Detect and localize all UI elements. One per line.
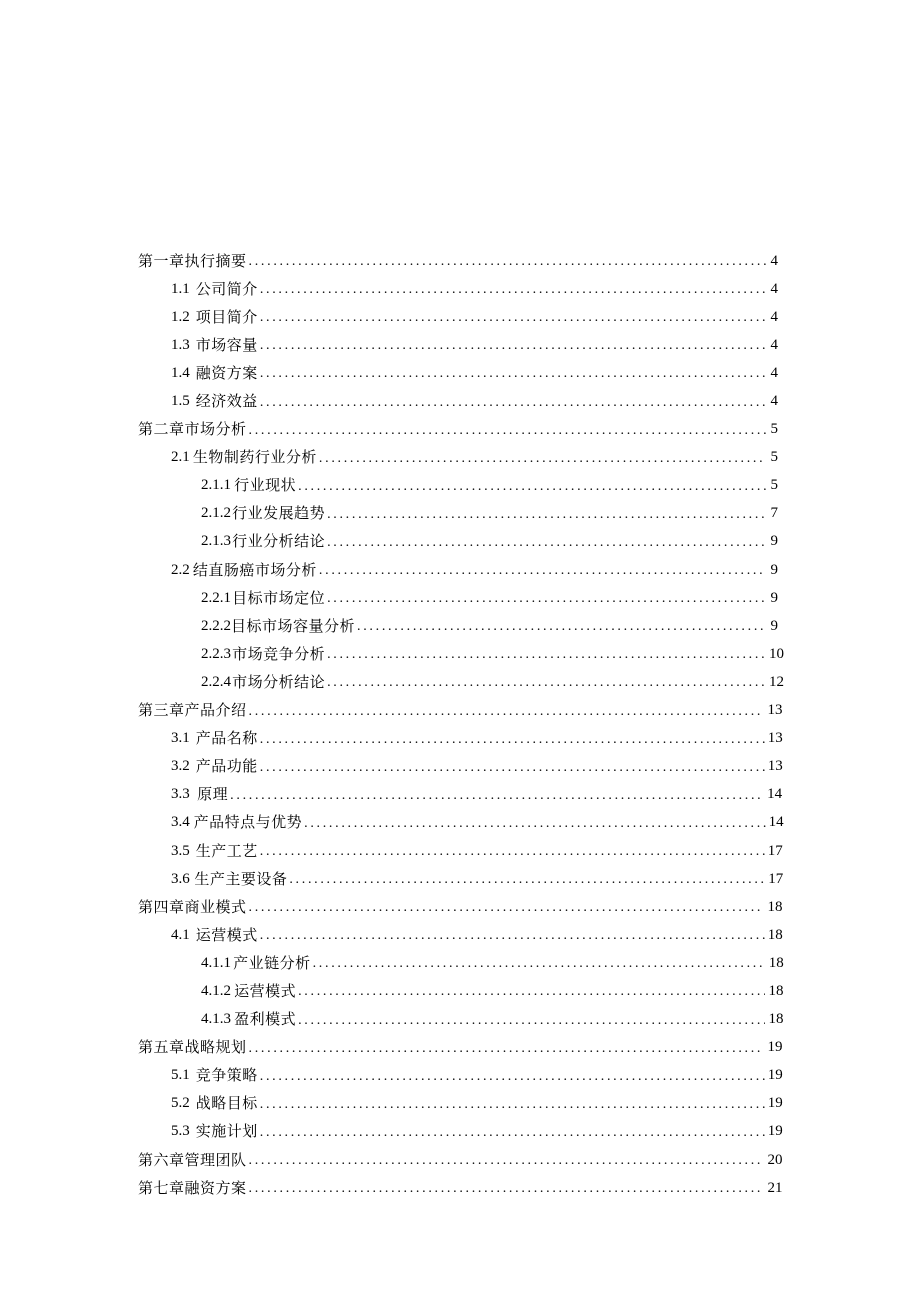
toc-dot-leader [260, 761, 765, 775]
toc-entry-number: 2.2.1 [201, 589, 231, 606]
toc-section-entry[interactable] [138, 1006, 784, 1034]
toc-section-entry[interactable] [138, 359, 778, 387]
toc-entry-number: 1.5 [171, 393, 190, 410]
toc-entry-number: 5.1 [171, 1067, 190, 1084]
toc-entry-number: 3.2 [171, 758, 190, 775]
toc-chapter-entry[interactable] [138, 893, 783, 921]
toc-page-number: 4 [770, 336, 778, 353]
toc-dot-leader [260, 845, 765, 859]
toc-entry-title: 行业现状 [234, 476, 297, 495]
toc-entry-number: 4.1.2 [201, 982, 231, 999]
toc-page-number: 20 [767, 1151, 783, 1168]
toc-page-number: 13 [767, 702, 783, 719]
toc-section-entry[interactable] [138, 500, 778, 528]
toc-entry-title: 运营模式 [234, 981, 297, 1000]
toc-page-number: 19 [767, 1123, 783, 1140]
toc-page-number: 4 [770, 280, 778, 297]
toc-entry-title: 融资方案 [195, 363, 258, 382]
toc-dot-leader [327, 676, 766, 690]
toc-dot-leader [298, 1014, 765, 1028]
toc-entry-title: 经济效益 [195, 392, 258, 411]
toc-page-number: 9 [770, 589, 778, 606]
toc-section-entry[interactable] [138, 387, 778, 415]
toc-entry-title: 目标市场容量分析 [231, 616, 356, 635]
toc-entry-title: 生产主要设备 [194, 869, 288, 888]
toc-section-entry[interactable] [138, 725, 783, 753]
toc-entry-number: 3.6 [171, 870, 190, 887]
toc-entry-number: 3.3 [171, 786, 190, 803]
toc-chapter-entry[interactable] [138, 697, 783, 725]
toc-dot-leader [260, 733, 765, 747]
toc-entry-number: 1.4 [171, 364, 190, 381]
toc-entry-number: 4.1.3 [201, 1011, 231, 1028]
toc-dot-leader [319, 452, 766, 466]
toc-entry-title: 市场竞争分析 [232, 644, 326, 663]
toc-page-number: 5 [770, 477, 778, 494]
toc-chapter-entry[interactable] [138, 1034, 783, 1062]
toc-page-number: 4 [770, 393, 778, 410]
toc-dot-leader [249, 1182, 765, 1196]
toc-entry-title: 目标市场定位 [232, 588, 326, 607]
toc-entry-number: 2.2.2 [201, 617, 231, 634]
toc-page-number: 4 [770, 308, 778, 325]
toc-page-number: 9 [770, 561, 778, 578]
toc-entry-number: 5.2 [171, 1095, 190, 1112]
toc-section-entry[interactable] [138, 528, 778, 556]
toc-dot-leader [260, 396, 766, 410]
toc-section-entry[interactable] [138, 612, 778, 640]
toc-dot-leader [327, 508, 766, 522]
toc-entry-title: 产业链分析 [233, 953, 311, 972]
toc-section-entry[interactable] [138, 837, 783, 865]
toc-entry-number: 2.1.3 [201, 533, 231, 550]
toc-entry-title: 第三章产品介绍 [138, 701, 247, 720]
toc-dot-leader [260, 1126, 765, 1140]
toc-dot-leader [260, 929, 765, 943]
toc-entry-title: 运营模式 [195, 925, 258, 944]
toc-dot-leader [298, 985, 765, 999]
toc-dot-leader [319, 564, 766, 578]
toc-section-entry[interactable] [138, 640, 784, 668]
toc-entry-title: 第五章战略规划 [138, 1038, 247, 1057]
toc-entry-title: 第六章管理团队 [138, 1150, 247, 1169]
toc-page-number: 19 [767, 1039, 783, 1056]
toc-page-number: 10 [769, 645, 784, 662]
toc-section-entry[interactable] [138, 472, 778, 500]
toc-page-number: 9 [770, 533, 778, 550]
toc-page-number: 4 [770, 364, 778, 381]
toc-page-number: 5 [770, 449, 778, 466]
toc-chapter-entry[interactable] [138, 1146, 783, 1174]
toc-section-entry[interactable] [138, 809, 784, 837]
toc-dot-leader [249, 705, 765, 719]
toc-dot-leader [260, 339, 766, 353]
toc-page-number: 18 [768, 1011, 784, 1028]
toc-section-entry[interactable] [138, 556, 778, 584]
toc-section-entry[interactable] [138, 1118, 783, 1146]
toc-entry-number: 2.1.1 [201, 477, 231, 494]
toc-dot-leader [260, 367, 766, 381]
toc-page-number: 18 [767, 926, 783, 943]
toc-section-entry[interactable] [138, 303, 778, 331]
toc-entry-title: 产品功能 [195, 757, 258, 776]
toc-entry-number: 2.2.4 [201, 673, 231, 690]
toc-entry-title: 市场容量 [195, 335, 258, 354]
toc-entry-title: 产品特点与优势 [193, 813, 303, 832]
toc-entry-title: 原理 [197, 785, 229, 804]
toc-dot-leader [327, 536, 766, 550]
toc-entry-number: 2.2.3 [201, 645, 231, 662]
toc-dot-leader [260, 283, 766, 297]
toc-dot-leader [260, 311, 766, 325]
toc-dot-leader [249, 1042, 765, 1056]
toc-page-number: 18 [768, 954, 784, 971]
toc-entry-title: 竞争策略 [195, 1066, 258, 1085]
toc-section-entry[interactable] [138, 949, 784, 977]
toc-page-number: 13 [767, 758, 783, 775]
toc-section-entry[interactable] [138, 275, 778, 303]
toc-dot-leader [249, 1154, 765, 1168]
toc-entry-number: 2.2 [171, 561, 190, 578]
toc-page-number: 7 [770, 505, 778, 522]
toc-section-entry[interactable] [138, 865, 784, 893]
toc-dot-leader [298, 480, 766, 494]
toc-entry-title: 公司简介 [195, 279, 258, 298]
toc-dot-leader [327, 648, 766, 662]
toc-section-entry[interactable] [138, 921, 783, 949]
toc-entry-title: 生物制药行业分析 [192, 448, 317, 467]
toc-section-entry[interactable] [138, 977, 784, 1005]
toc-dot-leader [289, 873, 765, 887]
toc-page-number: 14 [768, 814, 784, 831]
toc-dot-leader [313, 957, 766, 971]
toc-entry-title: 行业分析结论 [232, 532, 326, 551]
toc-dot-leader [327, 592, 766, 606]
toc-entry-title: 第二章市场分析 [138, 420, 247, 439]
toc-page-number: 18 [767, 898, 783, 915]
toc-page-number: 12 [769, 673, 784, 690]
toc-page-number: 17 [768, 870, 784, 887]
toc-page-number: 9 [770, 617, 778, 634]
toc-chapter-entry[interactable] [138, 416, 778, 444]
toc-page-number: 5 [770, 421, 778, 438]
toc-section-entry[interactable] [138, 331, 778, 359]
toc-page-number: 19 [767, 1095, 783, 1112]
toc-entry-number: 3.4 [171, 814, 190, 831]
toc-dot-leader [249, 424, 766, 438]
toc-dot-leader [357, 620, 766, 634]
toc-section-entry[interactable] [138, 781, 783, 809]
toc-entry-title: 盈利模式 [234, 1010, 297, 1029]
toc-entry-number: 2.1 [171, 449, 190, 466]
toc-chapter-entry[interactable] [138, 247, 778, 275]
toc-section-entry[interactable] [138, 668, 784, 696]
table-of-contents [138, 247, 784, 1202]
toc-page-number: 14 [767, 786, 783, 803]
toc-entry-number: 4.1 [171, 926, 190, 943]
toc-dot-leader [230, 789, 764, 803]
toc-entry-title: 第一章执行摘要 [138, 251, 247, 270]
toc-page-number: 17 [767, 842, 783, 859]
toc-dot-leader [260, 1070, 765, 1084]
toc-entry-title: 项目简介 [195, 307, 258, 326]
toc-entry-number: 3.1 [171, 730, 190, 747]
toc-dot-leader [304, 817, 765, 831]
toc-entry-number: 2.1.2 [201, 505, 231, 522]
toc-entry-number: 3.5 [171, 842, 190, 859]
toc-page-number: 21 [767, 1179, 783, 1196]
toc-page-number: 4 [770, 252, 778, 269]
toc-entry-title: 产品名称 [195, 729, 258, 748]
toc-section-entry[interactable] [138, 584, 778, 612]
toc-page-number: 13 [767, 730, 783, 747]
toc-entry-title: 第七章融资方案 [138, 1178, 247, 1197]
toc-entry-number: 1.1 [171, 280, 190, 297]
toc-section-entry[interactable] [138, 1090, 783, 1118]
toc-page-number: 18 [768, 982, 784, 999]
toc-entry-title: 结直肠癌市场分析 [192, 560, 317, 579]
toc-entry-number: 5.3 [171, 1123, 190, 1140]
toc-page-number: 19 [767, 1067, 783, 1084]
toc-entry-title: 战略目标 [195, 1094, 258, 1113]
toc-dot-leader [249, 255, 766, 269]
toc-entry-title: 第四章商业模式 [138, 897, 247, 916]
toc-section-entry[interactable] [138, 753, 783, 781]
toc-entry-title: 实施计划 [195, 1122, 258, 1141]
toc-entry-title: 行业发展趋势 [232, 504, 326, 523]
toc-section-entry[interactable] [138, 1062, 783, 1090]
toc-entry-number: 4.1.1 [201, 954, 231, 971]
toc-chapter-entry[interactable] [138, 1174, 783, 1202]
toc-dot-leader [249, 901, 765, 915]
toc-section-entry[interactable] [138, 444, 778, 472]
toc-entry-number: 1.3 [171, 336, 190, 353]
toc-entry-title: 生产工艺 [195, 841, 258, 860]
toc-entry-number: 1.2 [171, 308, 190, 325]
toc-entry-title: 市场分析结论 [232, 672, 326, 691]
toc-dot-leader [260, 1098, 765, 1112]
